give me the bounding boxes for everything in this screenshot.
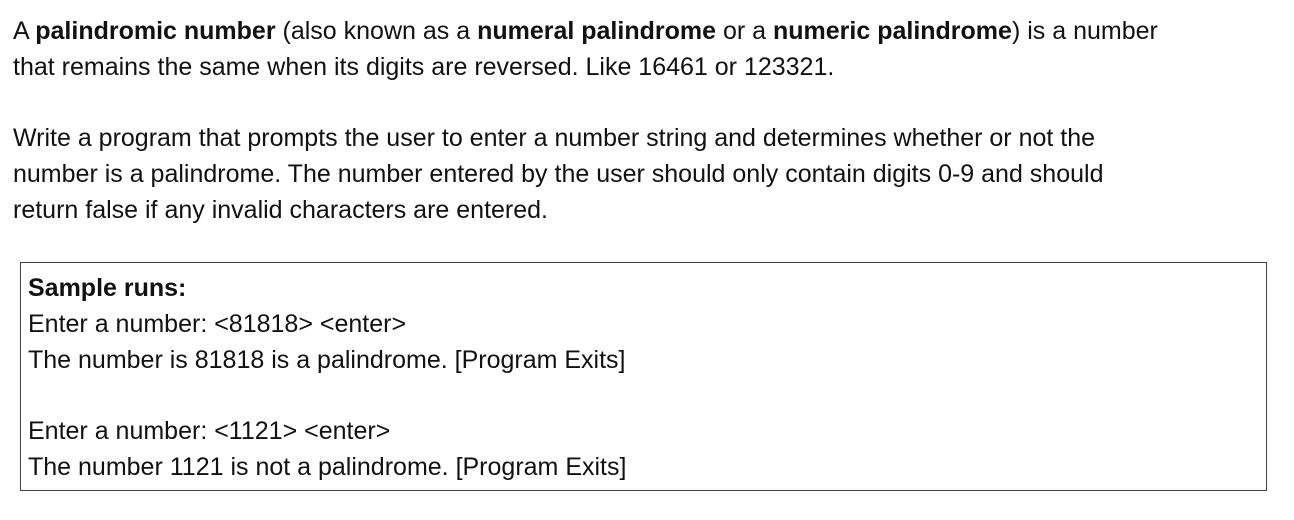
intro-text-3: or a xyxy=(716,17,773,45)
intro-line-1 xyxy=(13,13,1283,49)
task-paragraph xyxy=(13,120,1283,228)
task-line-3: return false if any invalid characters are entered. xyxy=(13,196,548,224)
sample-run-separator xyxy=(28,378,1266,413)
paragraph-gap xyxy=(13,85,1283,120)
sample-runs-title: Sample runs: xyxy=(28,274,187,302)
intro-text-1: A xyxy=(13,17,36,45)
sample-run-2-prompt: Enter a number: <1121> <enter> xyxy=(28,417,391,445)
intro-text-4: ) is a number xyxy=(1011,17,1158,45)
intro-line-2: that remains the same when its digits are reversed. Like 16461 or 123321. xyxy=(13,53,835,81)
task-line-2: number is a palindrome. The number entered by the user should only contain digits 0-9 and should xyxy=(13,160,1104,188)
sample-run-2-output: The number 1121 is not a palindrome. [Program Exits] xyxy=(28,453,627,481)
document-body xyxy=(13,13,1283,228)
term-numeral-palindrome: numeral palindrome xyxy=(477,17,717,45)
term-palindromic-number: palindromic number xyxy=(35,17,276,45)
term-numeric-palindrome: numeric palindrome xyxy=(773,17,1012,45)
intro-paragraph xyxy=(13,13,1283,85)
sample-run-1-output: The number is 81818 is a palindrome. [Program Exits] xyxy=(28,346,626,374)
sample-runs-box xyxy=(20,262,1267,491)
sample-run-1-prompt: Enter a number: <81818> <enter> xyxy=(28,310,407,338)
task-line-1: Write a program that prompts the user to enter a number string and determines whether or not the xyxy=(13,124,1096,152)
intro-text-2: (also known as a xyxy=(275,17,478,45)
